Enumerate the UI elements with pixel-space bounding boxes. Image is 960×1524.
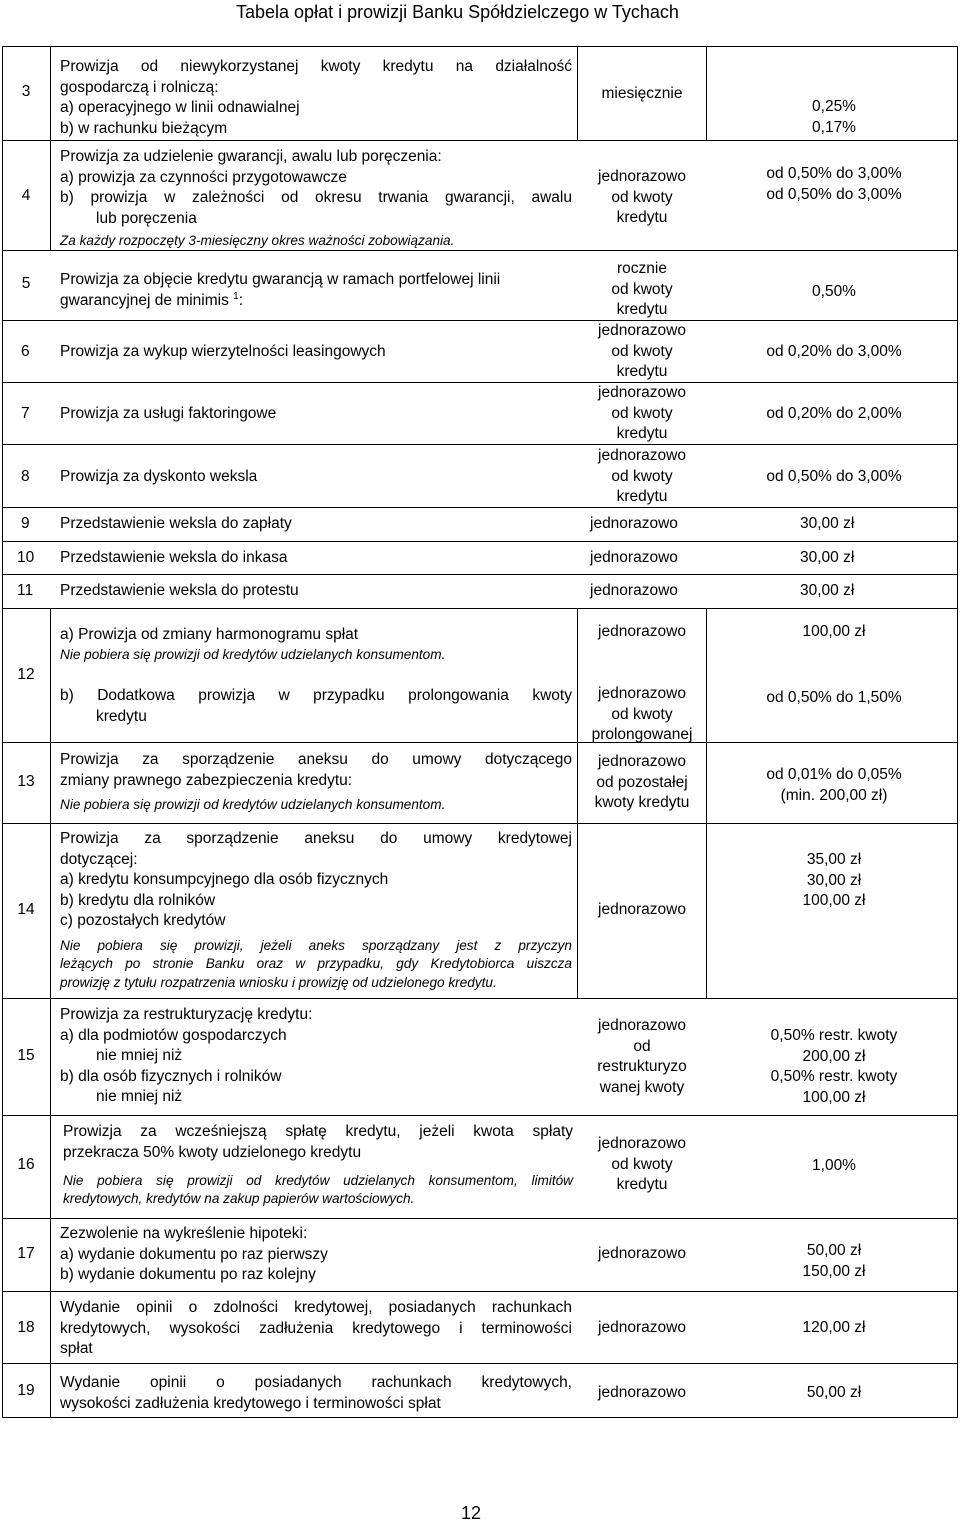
fee-description: Prowizja za restrukturyzację kredytu: a) dla podmiotów gospodarczych nie mniej niż b) dla osób fizycznych i rolników nie mniej niż xyxy=(60,1006,313,1106)
fee-description: Wydanie opinii o zdolności kredytowej, posiadanych rachunkach kredytowych, wysokości zadłużenia kredytowego i terminowości spłat xyxy=(60,1299,572,1358)
fee-description: Przedstawienie weksla do inkasa xyxy=(60,549,288,566)
row-number: 8 xyxy=(21,468,30,485)
charge-mode: jednorazowo od kwoty kredytu xyxy=(598,322,686,381)
row-divider xyxy=(2,1363,958,1364)
fee-note: Za każdy rozpoczęty 3-miesięczny okres ważności zobowiązania. xyxy=(60,233,455,248)
charge-mode: jednorazowo xyxy=(598,1319,686,1336)
fee-rate: 30,00 zł xyxy=(800,515,855,532)
fee-description: b) Dodatkowa prowizja w przypadku prolongowania kwoty kredytu xyxy=(60,687,572,725)
row-divider xyxy=(2,998,958,999)
fee-rate: 0,50% restr. kwoty 200,00 zł 0,50% restr. kwoty 100,00 zł xyxy=(770,1027,898,1106)
fee-rate: 50,00 zł 150,00 zł xyxy=(802,1242,866,1280)
fee-rate: 35,00 zł 30,00 zł 100,00 zł xyxy=(802,851,866,910)
fee-rate: od 0,50% do 1,50% xyxy=(766,689,902,706)
fee-note: Nie pobiera się prowizji od kredytów udzielanych konsumentom, limitów kredytowych, kredytów na zakup papierów wartościowych. xyxy=(63,1173,573,1207)
fee-description: Prowizja za sporządzenie aneksu do umowy dotyczącego zmiany prawnego zabezpieczenia kredytu: xyxy=(60,751,572,789)
fee-description: Przedstawienie weksla do zapłaty xyxy=(60,515,292,532)
row-number: 19 xyxy=(17,1382,35,1399)
fee-note: Nie pobiera się prowizji od kredytów udzielanych konsumentom. xyxy=(60,647,446,662)
fee-description: Prowizja za wcześniejszą spłatę kredytu, jeżeli kwota spłaty przekracza 50% kwoty udzielonego kredytu xyxy=(63,1123,573,1161)
row-number: 15 xyxy=(17,1047,35,1064)
row-divider xyxy=(2,742,958,743)
fee-description: Prowizja za wykup wierzytelności leasingowych xyxy=(60,343,386,360)
charge-mode: jednorazowo od restrukturyzo wanej kwoty xyxy=(597,1017,687,1096)
fee-rate: 1,00% xyxy=(812,1157,856,1174)
charge-mode: jednorazowo xyxy=(590,582,678,599)
fee-description: Prowizja za udzielenie gwarancji, awalu lub poręczenia: a) prowizja za czynności przygotowawcze b) prowizja w zależności od okresu trwania gwarancji, awalu lub poręczenia xyxy=(60,148,572,227)
fee-rate: 120,00 zł xyxy=(802,1319,866,1336)
charge-mode: jednorazowo od pozostałej kwoty kredytu xyxy=(594,753,690,812)
fee-rate: 100,00 zł xyxy=(802,623,866,640)
fee-description: Zezwolenie na wykreślenie hipoteki: a) wydanie dokumentu po raz pierwszy b) wydanie dokumentu po raz kolejny xyxy=(60,1225,328,1284)
row-divider xyxy=(2,1218,958,1219)
fee-description: Prowizja za sporządzenie aneksu do umowy kredytowej dotyczącej: a) kredytu konsumpcyjnego dla osób fizycznych b) kredytu dla rolników c) pozostałych kredytów xyxy=(60,830,572,930)
row-divider xyxy=(2,574,958,575)
row-number: 7 xyxy=(21,405,30,422)
row-number: 18 xyxy=(17,1319,35,1336)
charge-mode: jednorazowo xyxy=(598,623,686,640)
charge-mode: jednorazowo od kwoty kredytu xyxy=(598,1135,686,1194)
row-number: 4 xyxy=(21,187,31,204)
fee-description: Prowizja od niewykorzystanej kwoty kredytu na działalność gospodarczą i rolniczą: a) operacyjnego w linii odnawialnej b) w rachunku bieżącym xyxy=(60,58,572,137)
fee-description: a) Prowizja od zmiany harmonogramu spłat xyxy=(60,626,359,643)
fee-description: Prowizja za objęcie kredytu gwarancją w ramach portfelowej linii gwarancyjnej de minimis $^1$: xyxy=(60,271,501,309)
fee-rate: od 0,20% do 2,00% xyxy=(766,405,902,422)
fee-note: Nie pobiera się prowizji, jeżeli aneks sporządzany jest z przyczyn leżących po stronie Banku oraz w przypadku, gdy Kredytobiorca uiszcza prowizję z tytułu rozpatrzenia wniosku i prowizję od udzielonego kredytu. xyxy=(60,938,572,990)
charge-mode: jednorazowo xyxy=(590,515,678,532)
row-divider xyxy=(2,140,958,141)
column-divider xyxy=(50,46,51,250)
fee-rate: od 0,20% do 3,00% xyxy=(766,343,902,360)
row-divider xyxy=(2,1291,958,1292)
row-number: 16 xyxy=(17,1156,35,1173)
row-number: 17 xyxy=(17,1245,35,1262)
fee-rate: od 0,01% do 0,05% (min. 200,00 zł) xyxy=(766,766,902,804)
row-number: 6 xyxy=(21,343,30,360)
fee-note: Nie pobiera się prowizji od kredytów udzielanych konsumentom. xyxy=(60,797,446,812)
fee-rate: od 0,50% do 3,00% od 0,50% do 3,00% xyxy=(766,165,902,203)
row-number: 13 xyxy=(17,773,35,790)
row-divider xyxy=(2,1115,958,1116)
row-divider xyxy=(2,608,958,609)
row-divider xyxy=(2,541,958,542)
row-number: 3 xyxy=(21,83,31,100)
charge-mode: jednorazowo xyxy=(598,1384,686,1401)
row-number: 10 xyxy=(17,549,35,566)
charge-mode: jednorazowo od kwoty kredytu xyxy=(598,168,686,227)
fee-rate: 0,50% xyxy=(812,283,856,300)
row-number: 9 xyxy=(21,515,30,532)
row-divider xyxy=(2,382,958,383)
fee-rate: 30,00 zł xyxy=(800,549,855,566)
charge-mode: jednorazowo od kwoty kredytu xyxy=(598,384,686,443)
charge-mode: rocznie od kwoty kredytu xyxy=(611,260,673,319)
page-number: 12 xyxy=(460,1503,482,1523)
fee-rate: 50,00 zł xyxy=(806,1384,862,1401)
column-divider xyxy=(50,608,51,1418)
charge-mode: jednorazowo od kwoty prolongowanej xyxy=(591,685,693,744)
fee-rate: 30,00 zł xyxy=(800,582,855,599)
table-border xyxy=(2,46,958,1418)
charge-mode: jednorazowo xyxy=(590,549,678,566)
fee-description: Prowizja za dyskonto weksla xyxy=(60,468,258,485)
charge-mode: jednorazowo xyxy=(598,1245,686,1262)
row-divider xyxy=(2,444,958,445)
row-number: 5 xyxy=(21,275,31,292)
row-divider xyxy=(2,320,958,321)
document-title: Tabela opłat i prowizji Banku Spółdzielczego w Tychach xyxy=(236,2,679,22)
row-divider xyxy=(2,823,958,824)
row-divider xyxy=(2,507,958,508)
charge-mode: jednorazowo xyxy=(598,901,686,918)
charge-mode: jednorazowo od kwoty kredytu xyxy=(598,447,686,506)
fee-description: Przedstawienie weksla do protestu xyxy=(60,582,299,599)
charge-mode: miesięcznie xyxy=(601,85,683,102)
fee-description: Prowizja za usługi faktoringowe xyxy=(60,405,277,422)
fee-rate: 0,25% 0,17% xyxy=(812,98,856,136)
row-number: 11 xyxy=(17,582,34,599)
fee-rate: od 0,50% do 3,00% xyxy=(766,468,902,485)
fee-description: Wydanie opinii o posiadanych rachunkach kredytowych, wysokości zadłużenia kredytowego i terminowości spłat xyxy=(60,1374,572,1412)
row-number: 12 xyxy=(17,666,35,683)
row-number: 14 xyxy=(17,901,35,918)
